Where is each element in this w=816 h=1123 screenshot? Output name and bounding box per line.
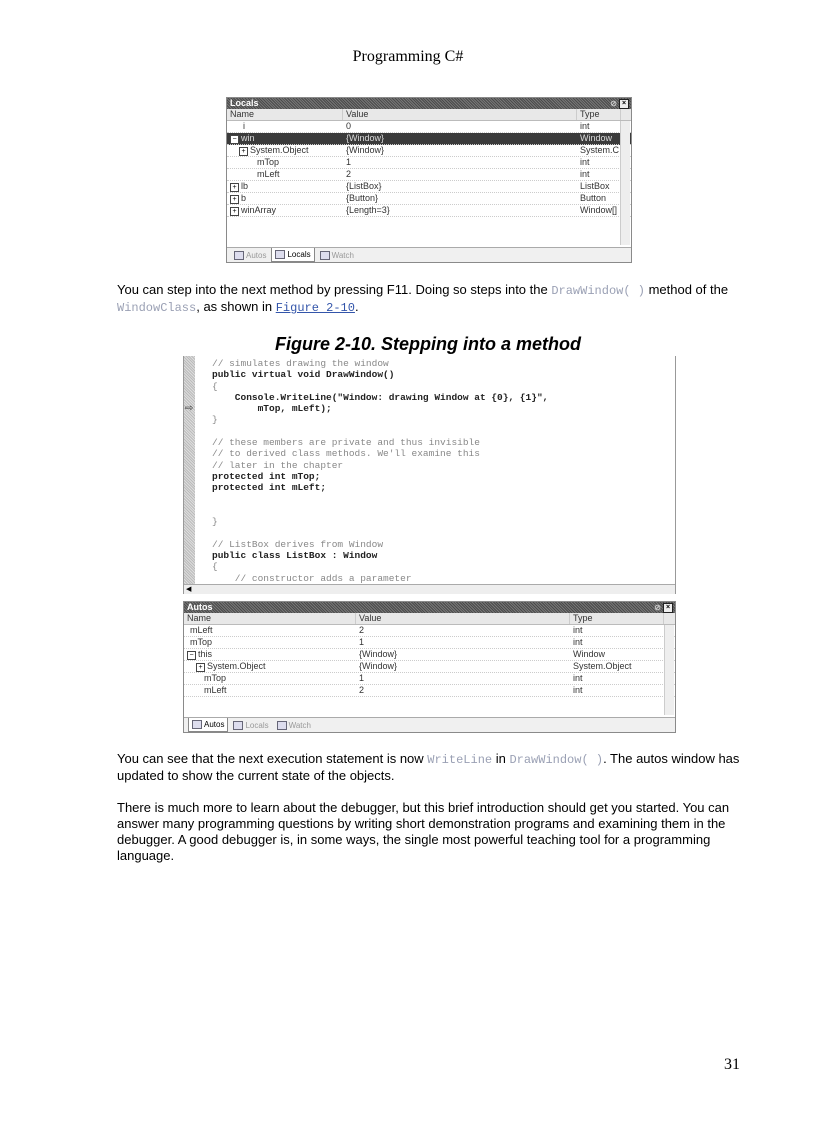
variable-name <box>184 661 356 672</box>
variable-value: 2 <box>359 685 365 695</box>
variable-name-text: mLeft <box>257 169 280 179</box>
expand-icon[interactable]: + <box>239 147 248 156</box>
variable-name <box>227 145 343 156</box>
variable-name <box>184 625 356 636</box>
locals-rows <box>227 121 631 217</box>
execution-arrow-icon: ⇨ <box>185 403 194 414</box>
tab-label: Watch <box>331 250 354 260</box>
table-row[interactable] <box>227 205 631 217</box>
tab-locals[interactable] <box>271 248 314 262</box>
variable-value: 1 <box>359 637 365 647</box>
locals-window <box>226 97 632 263</box>
code-line <box>212 505 548 516</box>
code-text <box>212 358 548 584</box>
code-line: // simulates drawing the window <box>212 358 389 369</box>
locals-title-bar <box>227 98 631 109</box>
tab-label: Locals <box>245 720 269 730</box>
code-line <box>212 527 548 538</box>
variable-value: 2 <box>359 625 365 635</box>
figure-caption: Figure 2-10. Stepping into a method <box>274 334 582 354</box>
variable-name <box>227 169 343 180</box>
variable-name <box>227 181 343 192</box>
variable-type: int <box>573 637 583 647</box>
scroll-left-icon[interactable]: ◀ <box>186 586 192 593</box>
autos-title: Autos <box>187 602 213 612</box>
code-line: mTop, mLeft); <box>212 403 332 415</box>
autos-rows <box>184 625 675 697</box>
column-header-type[interactable]: Type <box>577 109 621 120</box>
text: in <box>492 751 510 766</box>
close-icon[interactable]: × <box>619 99 629 109</box>
variable-name <box>227 205 343 216</box>
text: , as shown in <box>196 299 276 314</box>
column-header-value[interactable]: Value <box>356 613 570 624</box>
code-line: } <box>212 516 218 528</box>
code-writeline: WriteLine <box>427 753 493 767</box>
code-line <box>212 426 548 437</box>
variable-type: Window[] <box>580 205 618 215</box>
autos-title-bar <box>184 602 675 613</box>
code-editor[interactable] <box>183 356 676 594</box>
paragraph-next-statement <box>117 751 742 784</box>
table-row[interactable] <box>227 181 631 193</box>
expand-icon[interactable]: + <box>196 663 205 672</box>
page-number: 31 <box>724 1056 740 1073</box>
variable-value: 0 <box>346 121 352 131</box>
variable-name <box>227 133 343 144</box>
figure-link[interactable]: Figure 2-10 <box>275 301 355 315</box>
table-row[interactable] <box>227 133 631 145</box>
tab-watch[interactable] <box>317 248 357 262</box>
code-line: { <box>212 380 218 392</box>
code-line: public virtual void DrawWindow() <box>212 369 395 381</box>
paragraph-step-into <box>117 282 742 316</box>
locals-title: Locals <box>230 98 259 108</box>
expand-icon[interactable]: + <box>230 207 239 216</box>
table-row[interactable] <box>227 121 631 133</box>
text: . <box>354 299 359 314</box>
variable-value: {Button} <box>346 193 379 203</box>
variable-name-text: lb <box>241 181 249 191</box>
code-line: protected int mLeft; <box>212 482 327 494</box>
column-header-name[interactable]: Name <box>184 613 356 624</box>
watch-tab-icon <box>277 721 287 730</box>
code-line: { <box>212 561 218 573</box>
variable-value: {Window} <box>359 649 398 659</box>
variable-name-text: mLeft <box>190 625 213 635</box>
variable-type: int <box>580 157 590 167</box>
locals-scrollbar[interactable] <box>620 121 630 245</box>
pin-icon[interactable]: ⊘ <box>610 99 617 108</box>
autos-tab-icon <box>234 251 244 260</box>
variable-value: {Window} <box>359 661 398 671</box>
code-line: // later in the chapter <box>212 459 344 471</box>
variable-value: 1 <box>359 673 365 683</box>
code-line: Console.WriteLine("Window: drawing Window at {0}, {1}", <box>212 391 549 403</box>
variable-name-text: win <box>241 133 255 143</box>
autos-tab-strip <box>184 717 675 732</box>
text: You can step into the next method by pressing F11. Doing so steps into the <box>117 282 552 297</box>
variable-type: int <box>573 673 583 683</box>
text: method of the <box>644 282 729 297</box>
table-row[interactable] <box>184 637 675 649</box>
table-row[interactable] <box>227 169 631 181</box>
tab-locals[interactable] <box>230 718 271 732</box>
code-line: protected int mTop; <box>212 470 321 482</box>
editor-gutter <box>184 356 195 584</box>
text: You can see that the next execution statement is now <box>117 751 428 766</box>
variable-name-text: mTop <box>204 673 227 683</box>
variable-type: int <box>580 169 590 179</box>
variable-type: int <box>580 121 590 131</box>
code-windowclass: WindowClass <box>117 301 197 315</box>
variable-name <box>227 193 343 204</box>
tab-autos[interactable] <box>188 718 228 732</box>
paragraph-debugger-intro: There is much more to learn about the debugger, but this brief introduction should get you started. You can answer many programming questions by writing short demonstration programs and examining them in the debugger. A good debugger is, in some ways, the single most powerful teaching tool for a programming language. <box>117 800 730 863</box>
variable-name <box>184 649 356 660</box>
variable-value: {Window} <box>346 145 385 155</box>
variable-value: 1 <box>346 157 352 167</box>
column-header-name[interactable]: Name <box>227 109 343 120</box>
tab-label: Autos <box>204 720 225 729</box>
table-row[interactable] <box>184 685 675 697</box>
code-drawwindow: DrawWindow( ) <box>551 284 645 298</box>
table-row[interactable] <box>184 649 675 661</box>
variable-type: int <box>573 685 583 695</box>
variable-name-text: mTop <box>257 157 280 167</box>
variable-value: {Length=3} <box>346 205 390 215</box>
autos-column-headers <box>184 613 675 625</box>
autos-tab-icon <box>192 720 202 729</box>
code-drawwindow: DrawWindow( ) <box>509 753 604 767</box>
locals-tab-icon <box>233 721 243 730</box>
variable-type: System.C <box>580 145 620 155</box>
variable-name <box>184 637 356 648</box>
code-line: // ListBox derives from Window <box>212 538 384 550</box>
variable-name <box>184 685 356 696</box>
variable-type: Button <box>580 193 607 203</box>
text: . The autos window has updated to show the current state of the objects. <box>117 751 740 783</box>
table-row[interactable] <box>184 673 675 685</box>
pin-icon[interactable]: ⊘ <box>654 603 661 612</box>
variable-name-text: mTop <box>190 637 213 647</box>
tab-label: Locals <box>287 250 311 259</box>
variable-name-text: b <box>241 193 247 203</box>
collapse-icon[interactable]: − <box>187 651 196 660</box>
tab-autos[interactable] <box>231 248 269 262</box>
code-line: // these members are private and thus invisible <box>212 437 480 449</box>
variable-name-text: this <box>198 649 213 659</box>
variable-name <box>227 121 343 132</box>
code-line: // to derived class methods. We'll examine this <box>212 448 480 460</box>
page-header: Programming C# <box>352 48 464 65</box>
column-header-value[interactable]: Value <box>343 109 577 120</box>
variable-name-text: mLeft <box>204 685 227 695</box>
variable-name-text: winArray <box>241 205 277 215</box>
variable-name-text: System.Object <box>250 145 309 155</box>
locals-tab-icon <box>275 250 285 259</box>
variable-name <box>227 157 343 168</box>
tab-label: Watch <box>288 720 311 730</box>
variable-type: int <box>573 625 583 635</box>
locals-tab-strip <box>227 247 631 262</box>
table-row[interactable] <box>184 661 675 673</box>
table-row[interactable] <box>227 157 631 169</box>
variable-name-text: i <box>243 121 245 131</box>
close-icon[interactable]: × <box>663 603 673 613</box>
autos-scrollbar[interactable] <box>664 625 674 715</box>
variable-name-text: System.Object <box>207 661 266 671</box>
tab-label: Autos <box>246 250 267 260</box>
expand-icon[interactable]: + <box>230 195 239 204</box>
column-header-type[interactable]: Type <box>570 613 664 624</box>
table-row[interactable] <box>227 145 631 157</box>
variable-value: {Window} <box>346 133 385 143</box>
variable-type: ListBox <box>580 181 610 191</box>
variable-type: Window <box>580 133 613 143</box>
variable-value: 2 <box>346 169 352 179</box>
watch-tab-icon <box>320 251 330 260</box>
code-line: } <box>212 414 218 426</box>
variable-value: {ListBox} <box>346 181 382 191</box>
collapse-icon[interactable]: − <box>230 135 239 144</box>
expand-icon[interactable]: + <box>230 183 239 192</box>
variable-name <box>184 673 356 684</box>
table-row[interactable] <box>227 193 631 205</box>
table-row[interactable] <box>184 625 675 637</box>
locals-column-headers <box>227 109 631 121</box>
variable-type: Window <box>573 649 606 659</box>
tab-watch[interactable] <box>274 718 314 732</box>
code-line: public class ListBox : Window <box>212 550 378 562</box>
code-line <box>212 494 548 505</box>
variable-type: System.Object <box>573 661 632 671</box>
code-line: // constructor adds a parameter <box>212 572 412 584</box>
editor-horizontal-scrollbar[interactable] <box>184 584 675 594</box>
autos-window <box>183 601 676 733</box>
